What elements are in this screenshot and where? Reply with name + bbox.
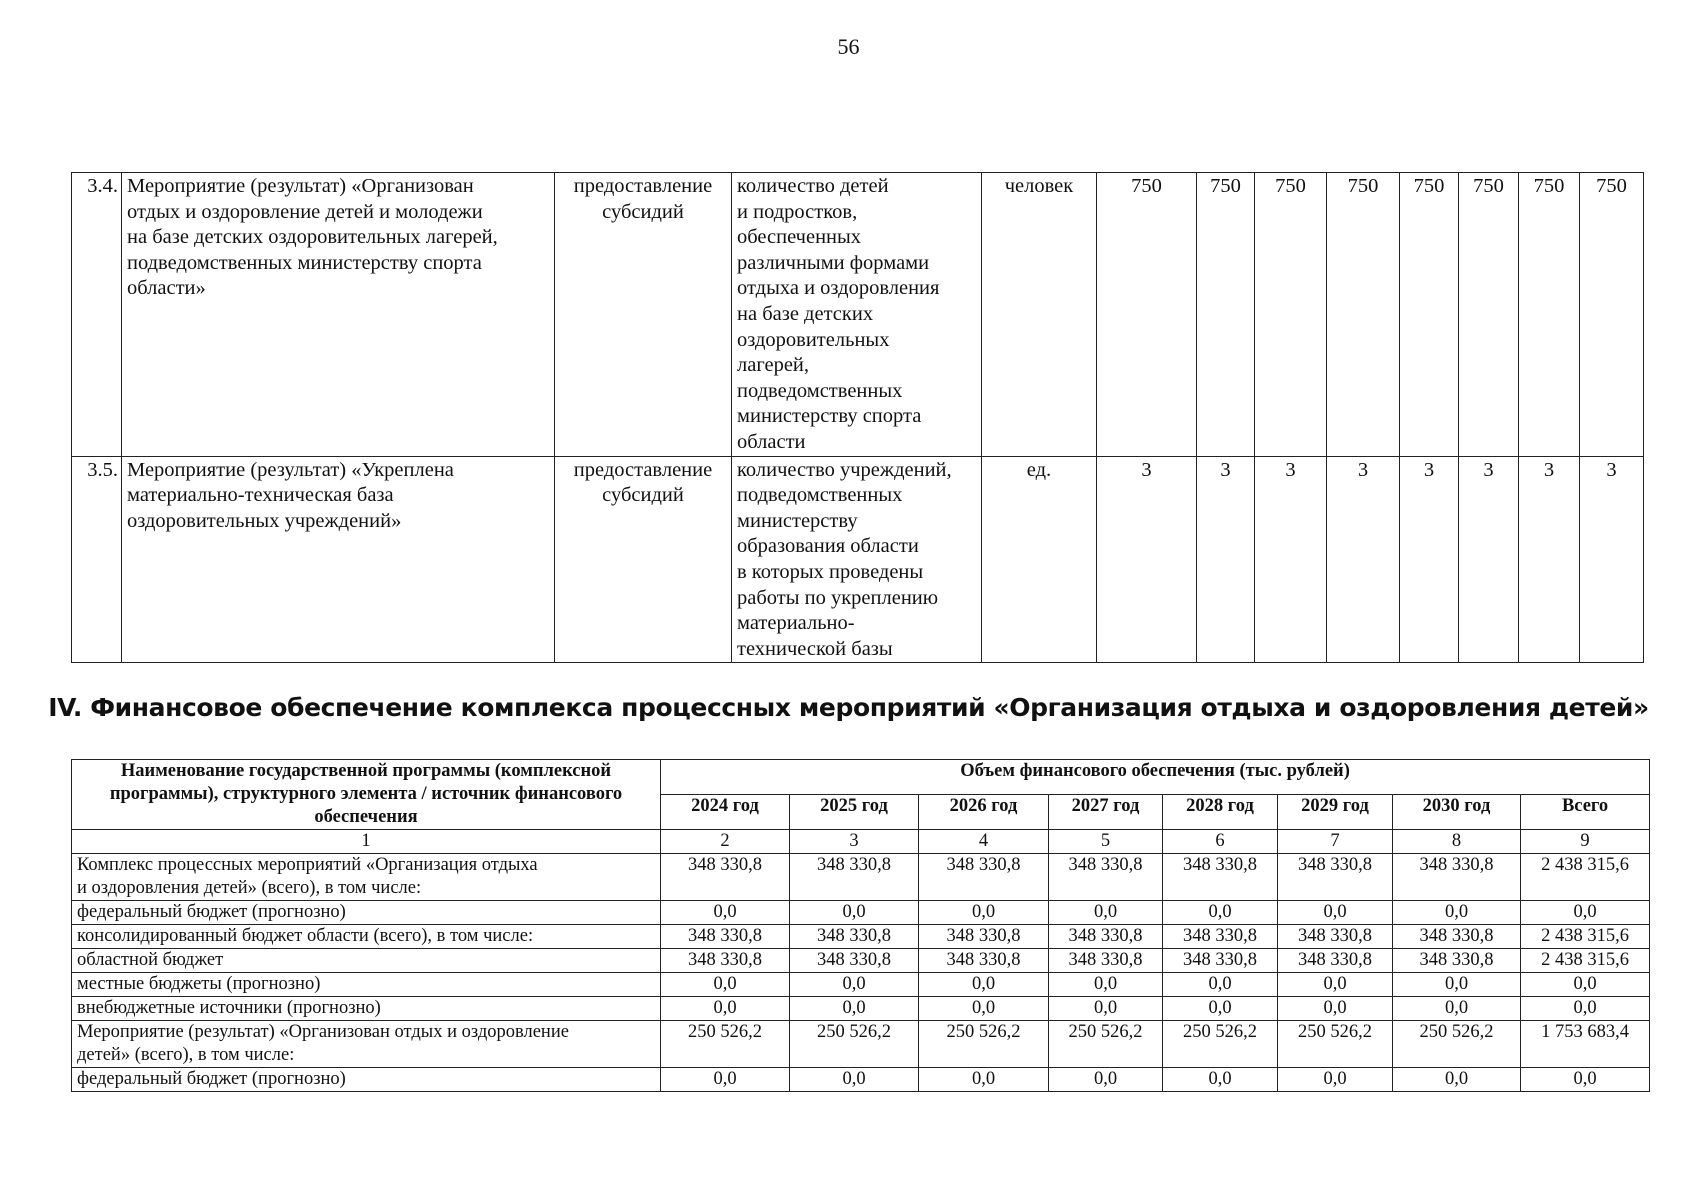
amount-cell: 0,0 (1393, 1068, 1521, 1092)
volume-header: Объем финансового обеспечения (тыс. рублей) (661, 760, 1650, 795)
amount-cell: 348 330,8 (1163, 949, 1278, 973)
source-name: консолидированный бюджет области (всего), в том числе: (72, 925, 661, 949)
amount-cell: 348 330,8 (1049, 925, 1163, 949)
value-cell: 3 (1197, 456, 1255, 663)
indicator-table (71, 172, 1644, 663)
year-header: 2025 год (790, 795, 919, 830)
amount-cell: 250 526,2 (661, 1021, 790, 1068)
event-name: Мероприятие (результат) «Укреплена материально-техническая база оздоровительных учреждений» (122, 456, 555, 663)
column-number: 6 (1163, 830, 1278, 854)
value-cell: 3 (1327, 456, 1400, 663)
amount-cell: 0,0 (790, 973, 919, 997)
amount-cell: 0,0 (1163, 997, 1278, 1021)
amount-cell: 0,0 (919, 901, 1049, 925)
amount-cell: 348 330,8 (1163, 925, 1278, 949)
amount-cell: 250 526,2 (1278, 1021, 1393, 1068)
row-number: 3.4. (72, 173, 122, 457)
amount-cell: 348 330,8 (790, 854, 919, 901)
table-row (72, 901, 1650, 925)
unit-cell: ед. (982, 456, 1097, 663)
table-row (72, 456, 1644, 663)
event-type: предоставление субсидий (555, 173, 732, 457)
amount-cell: 348 330,8 (1393, 925, 1521, 949)
source-name: федеральный бюджет (прогнозно) (72, 901, 661, 925)
value-cell: 750 (1400, 173, 1459, 457)
amount-cell: 348 330,8 (790, 949, 919, 973)
table-row (72, 997, 1650, 1021)
amount-cell: 250 526,2 (1049, 1021, 1163, 1068)
table-row (72, 854, 1650, 901)
value-cell: 3 (1400, 456, 1459, 663)
amount-cell: 0,0 (1049, 901, 1163, 925)
column-number: 3 (790, 830, 919, 854)
table-row (72, 1021, 1650, 1068)
amount-cell: 0,0 (1049, 973, 1163, 997)
table-row (72, 973, 1650, 997)
amount-cell: 348 330,8 (1278, 949, 1393, 973)
amount-cell: 348 330,8 (661, 925, 790, 949)
amount-cell: 0,0 (661, 901, 790, 925)
amount-cell: 2 438 315,6 (1521, 854, 1650, 901)
value-cell: 750 (1459, 173, 1519, 457)
indicator-name: количество учреждений, подведомственных министерству образования области в которых проведены работы по укреплению материально- технической базы (732, 456, 982, 663)
year-header: 2030 год (1393, 795, 1521, 830)
amount-cell: 0,0 (790, 901, 919, 925)
amount-cell: 348 330,8 (661, 854, 790, 901)
table-row (72, 1068, 1650, 1092)
table-row (72, 173, 1644, 457)
amount-cell: 348 330,8 (1049, 949, 1163, 973)
year-header: 2027 год (1049, 795, 1163, 830)
amount-cell: 0,0 (1049, 1068, 1163, 1092)
page-number: 56 (837, 34, 860, 59)
amount-cell: 0,0 (1278, 997, 1393, 1021)
amount-cell: 0,0 (790, 997, 919, 1021)
column-number: 2 (661, 830, 790, 854)
amount-cell: 0,0 (1163, 1068, 1278, 1092)
amount-cell: 0,0 (919, 997, 1049, 1021)
indicator-name: количество детей и подростков, обеспеченных различными формами отдыха и оздоровления на базе детских оздоровительных лагерей, подведомственных министерству спорта области (732, 173, 982, 457)
amount-cell: 0,0 (661, 973, 790, 997)
amount-cell: 348 330,8 (1278, 925, 1393, 949)
amount-cell: 0,0 (1393, 997, 1521, 1021)
row-number: 3.5. (72, 456, 122, 663)
value-cell: 3 (1097, 456, 1197, 663)
amount-cell: 348 330,8 (1163, 854, 1278, 901)
event-type: предоставление субсидий (555, 456, 732, 663)
amount-cell: 348 330,8 (919, 925, 1049, 949)
year-header: 2028 год (1163, 795, 1278, 830)
value-cell: 750 (1255, 173, 1327, 457)
column-number: 9 (1521, 830, 1650, 854)
amount-cell: 0,0 (1521, 997, 1650, 1021)
amount-cell: 348 330,8 (1278, 854, 1393, 901)
event-name: Мероприятие (результат) «Организован отдых и оздоровление детей и молодежи на базе детских оздоровительных лагерей, подведомственных министерству спорта области» (122, 173, 555, 457)
table-row (72, 925, 1650, 949)
value-cell: 3 (1459, 456, 1519, 663)
amount-cell: 0,0 (1278, 1068, 1393, 1092)
amount-cell: 250 526,2 (790, 1021, 919, 1068)
value-cell: 3 (1580, 456, 1644, 663)
year-header: 2024 год (661, 795, 790, 830)
amount-cell: 0,0 (790, 1068, 919, 1092)
amount-cell: 2 438 315,6 (1521, 925, 1650, 949)
amount-cell: 0,0 (1521, 973, 1650, 997)
amount-cell: 0,0 (919, 1068, 1049, 1092)
amount-cell: 0,0 (1521, 901, 1650, 925)
amount-cell: 0,0 (919, 973, 1049, 997)
amount-cell: 0,0 (1521, 1068, 1650, 1092)
section-title: IV. Финансовое обеспечение комплекса процессных мероприятий «Организация отдыха и оздоровления детей» (48, 693, 1649, 722)
amount-cell: 1 753 683,4 (1521, 1021, 1650, 1068)
amount-cell: 0,0 (1278, 901, 1393, 925)
amount-cell: 0,0 (1049, 997, 1163, 1021)
amount-cell: 348 330,8 (661, 949, 790, 973)
column-number: 4 (919, 830, 1049, 854)
table-row (72, 949, 1650, 973)
amount-cell: 348 330,8 (919, 949, 1049, 973)
value-cell: 750 (1097, 173, 1197, 457)
finance-table (71, 759, 1650, 1092)
source-name: местные бюджеты (прогнозно) (72, 973, 661, 997)
amount-cell: 348 330,8 (919, 854, 1049, 901)
value-cell: 3 (1519, 456, 1580, 663)
year-header: Всего (1521, 795, 1650, 830)
amount-cell: 250 526,2 (1163, 1021, 1278, 1068)
amount-cell: 0,0 (661, 997, 790, 1021)
value-cell: 750 (1197, 173, 1255, 457)
source-name: Комплекс процессных мероприятий «Организация отдыха и оздоровления детей» (всего), в том числе: (72, 854, 661, 901)
column-number: 7 (1278, 830, 1393, 854)
source-name: областной бюджет (72, 949, 661, 973)
year-header: 2026 год (919, 795, 1049, 830)
amount-cell: 348 330,8 (790, 925, 919, 949)
column-number: 8 (1393, 830, 1521, 854)
value-cell: 750 (1519, 173, 1580, 457)
unit-cell: человек (982, 173, 1097, 457)
amount-cell: 0,0 (661, 1068, 790, 1092)
amount-cell: 348 330,8 (1049, 854, 1163, 901)
column-number: 5 (1049, 830, 1163, 854)
amount-cell: 0,0 (1163, 973, 1278, 997)
year-header: 2029 год (1278, 795, 1393, 830)
value-cell: 750 (1327, 173, 1400, 457)
amount-cell: 250 526,2 (919, 1021, 1049, 1068)
amount-cell: 0,0 (1278, 973, 1393, 997)
amount-cell: 348 330,8 (1393, 854, 1521, 901)
source-name: внебюджетные источники (прогнозно) (72, 997, 661, 1021)
value-cell: 3 (1255, 456, 1327, 663)
amount-cell: 250 526,2 (1393, 1021, 1521, 1068)
finance-name-header: Наименование государственной программы (комплексной программы), структурного элемента / источник финансового обеспечения (72, 760, 661, 830)
column-number: 1 (72, 830, 661, 854)
value-cell: 750 (1580, 173, 1644, 457)
source-name: федеральный бюджет (прогнозно) (72, 1068, 661, 1092)
amount-cell: 0,0 (1393, 973, 1521, 997)
amount-cell: 0,0 (1393, 901, 1521, 925)
source-name: Мероприятие (результат) «Организован отдых и оздоровление детей» (всего), в том числе: (72, 1021, 661, 1068)
amount-cell: 0,0 (1163, 901, 1278, 925)
amount-cell: 2 438 315,6 (1521, 949, 1650, 973)
amount-cell: 348 330,8 (1393, 949, 1521, 973)
